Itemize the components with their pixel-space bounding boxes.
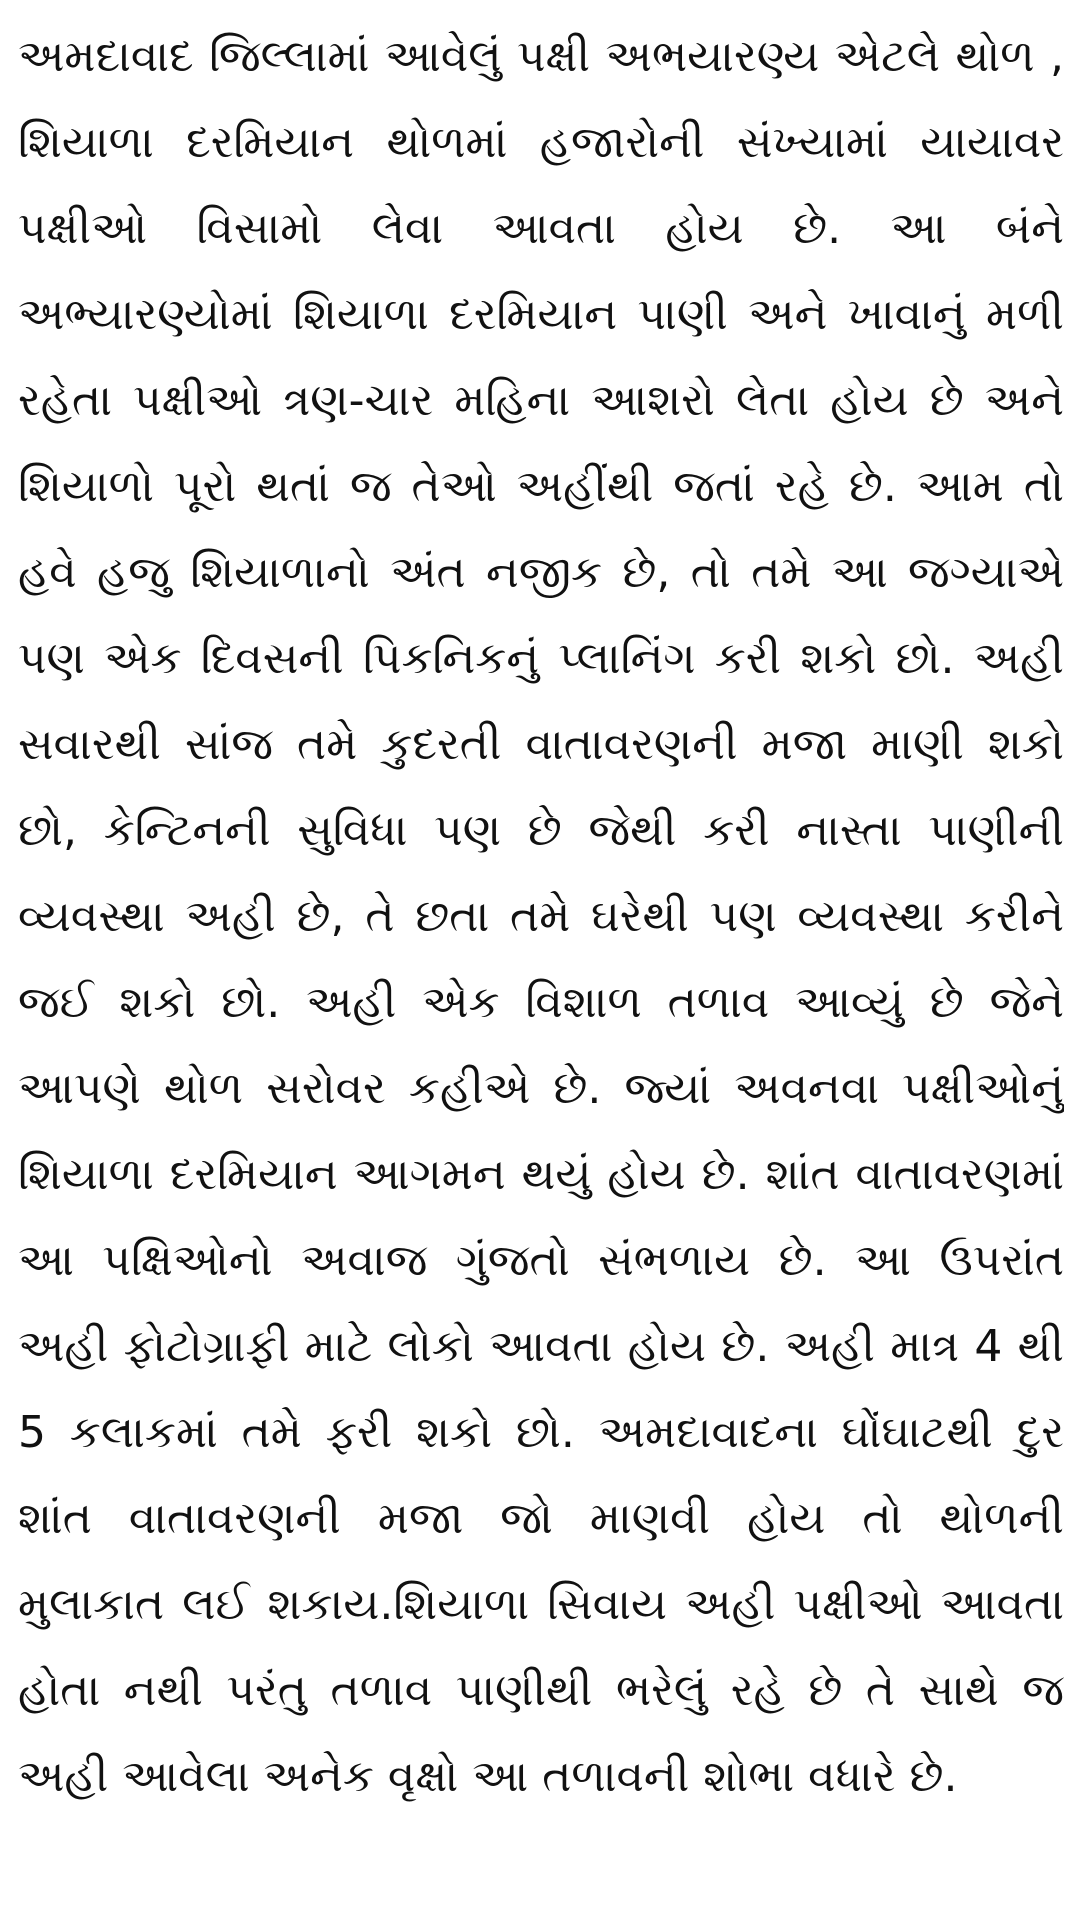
text-line: રહેતા પક્ષીઓ ત્રણ-ચાર મહિના આશરો લેતા હોય છે અને xyxy=(18,375,1064,426)
text-line: શિયાળો પૂરો થતાં જ તેઓ અહીંથી જતાં રહે છે. આમ તો xyxy=(18,461,1064,512)
text-line: અહી આવેલા અનેક વૃક્ષો આ તળાવની શોભા વધારે છે. xyxy=(18,1751,958,1802)
text-line: હોતા નથી પરંતુ તળાવ પાણીથી ભરેલું રહે છે તે સાથે જ xyxy=(18,1665,1064,1716)
article-body xyxy=(18,14,1064,1820)
text-line: અમદાવાદ જિલ્લામાં આવેલું પક્ષી અભયારણ્ય એટલે થોળ , xyxy=(18,31,1064,82)
text-line: શિયાળા દરમિયાન થોળમાં હજારોની સંખ્યામાં યાયાવર xyxy=(18,117,1064,168)
text-line: મુલાકાત લઈ શકાય.શિયાળા સિવાય અહી પક્ષીઓ આવતા xyxy=(18,1579,1064,1630)
text-line: શિયાળા દરમિયાન આગમન થયું હોય છે. શાંત વાતાવરણમાં xyxy=(18,1149,1064,1200)
text-line: શાંત વાતાવરણની મજા જો માણવી હોય તો થોળની xyxy=(18,1493,1064,1544)
text-line: હવે હજુ શિયાળાનો અંત નજીક છે, તો તમે આ જગ્યાએ xyxy=(18,547,1064,598)
text-line: 5 કલાકમાં તમે ફરી શકો છો. અમદાવાદના ઘોંઘાટથી દુર xyxy=(18,1407,1064,1458)
text-line: પણ એક દિવસની પિકનિકનું પ્લાનિંગ કરી શકો છો. અહી xyxy=(18,633,1064,684)
text-line: આ પક્ષિઓનો અવાજ ગુંજતો સંભળાય છે. આ ઉપરાંત xyxy=(18,1235,1064,1286)
text-line: અહી ફોટોગ્રાફી માટે લોકો આવતા હોય છે. અહી માત્ર 4 થી xyxy=(18,1321,1064,1372)
text-line: અભ્યારણ્યોમાં શિયાળા દરમિયાન પાણી અને ખાવાનું મળી xyxy=(18,289,1064,340)
text-line: આપણે થોળ સરોવર કહીએ છે. જ્યાં અવનવા પક્ષીઓનું xyxy=(18,1063,1064,1114)
text-line: વ્યવસ્થા અહી છે, તે છતા તમે ઘરેથી પણ વ્યવસ્થા કરીને xyxy=(18,891,1064,942)
text-line: પક્ષીઓ વિસામો લેવા આવતા હોય છે. આ બંને xyxy=(18,203,1064,254)
text-line: છો, કેન્ટિનની સુવિધા પણ છે જેથી કરી નાસ્તા પાણીની xyxy=(18,805,1064,856)
text-line: સવારથી સાંજ તમે કુદરતી વાતાવરણની મજા માણી શકો xyxy=(18,719,1064,770)
text-line: જઈ શકો છો. અહી એક વિશાળ તળાવ આવ્યું છે જેને xyxy=(18,977,1064,1028)
